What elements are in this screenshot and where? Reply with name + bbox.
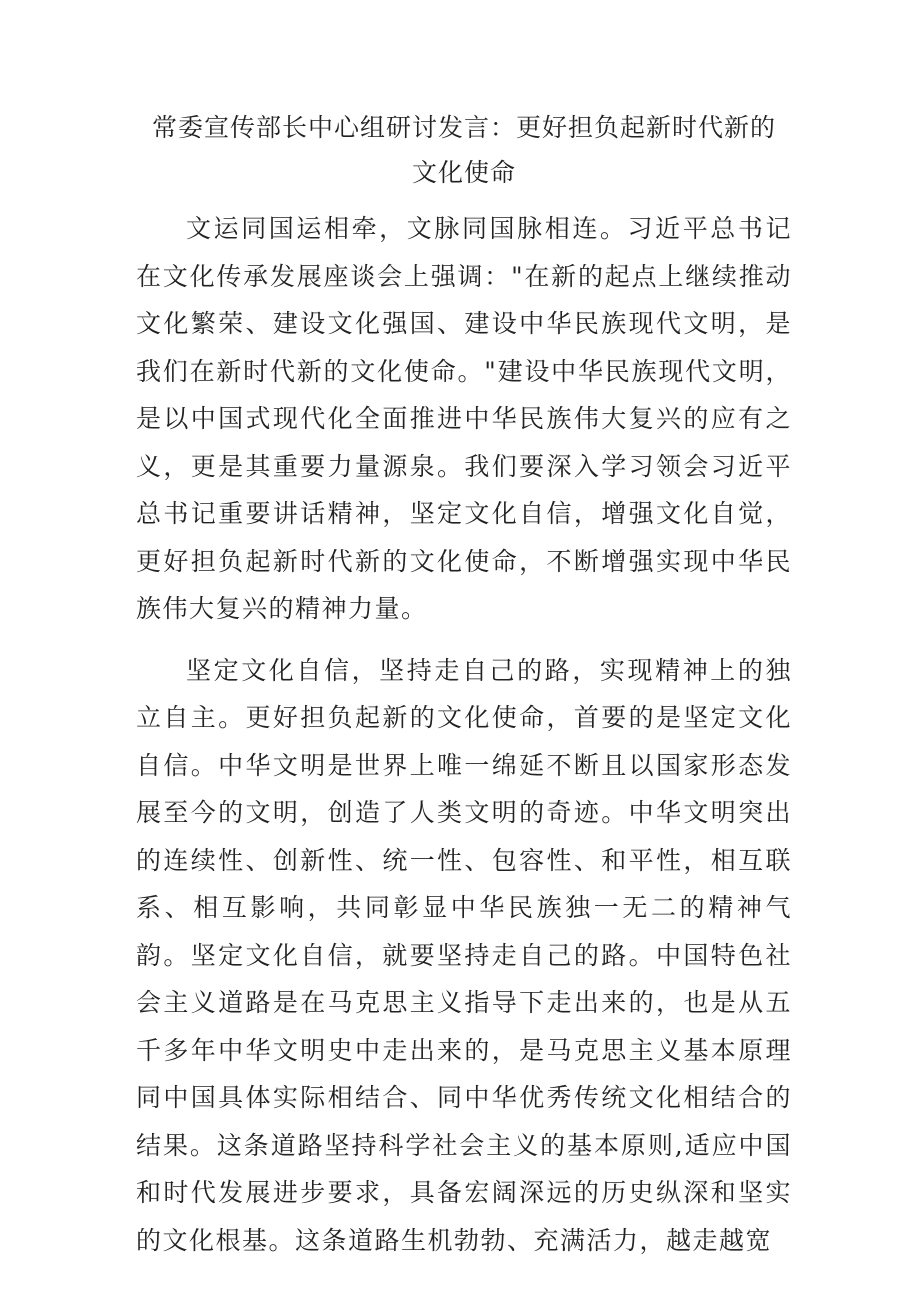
paragraph-2: 坚定文化自信，坚持走自己的路，实现精神上的独立自主。更好担负起新的文化使命，首要的是坚定文化自信。中华文明是世界上唯一绵延不断且以国家形态发展至今的文明，创造了人类文明的奇迹。中华文明突出的连续性、创新性、统一性、包容性、和平性，相互联系、相互影响，共同彰显中华民族独一无二的精神气韵。坚定文化自信，就要坚持走自己的路。中国特色社会主义道路是在马克思主义指导下走出来的，也是从五千多年中华文明史中走出来的，是马克思主义基本原理同中国具体实际相结合、同中华优秀传统文化相结合的结果。这条道路坚持科学社会主义的基本原则,适应中国和时代发展进步要求，具备宏阔深远的历史纵深和坚实的文化根基。这条道路生机勃勃、充满活力，越走越宽 — [136, 655, 792, 1255]
document-title: 常委宣传部长中心组研讨发言：更好担负起新时代新的文化使命 — [151, 113, 776, 187]
paragraph-1: 文运同国运相牵，文脉同国脉相连。习近平总书记在文化传承发展座谈会上强调："在新的起点上继续推动文化繁荣、建设文化强国、建设中华民族现代文明，是我们在新时代新的文化使命。"建设中华民族现代文明，是以中国式现代化全面推进中华民族伟大复兴的应有之义，更是其重要力量源泉。我们要深入学习领会习近平总书记重要讲话精神，坚定文化自信，增强文化自觉，更好担负起新时代新的文化使命，不断增强实现中华民族伟大复兴的精神力量。 — [136, 214, 792, 623]
